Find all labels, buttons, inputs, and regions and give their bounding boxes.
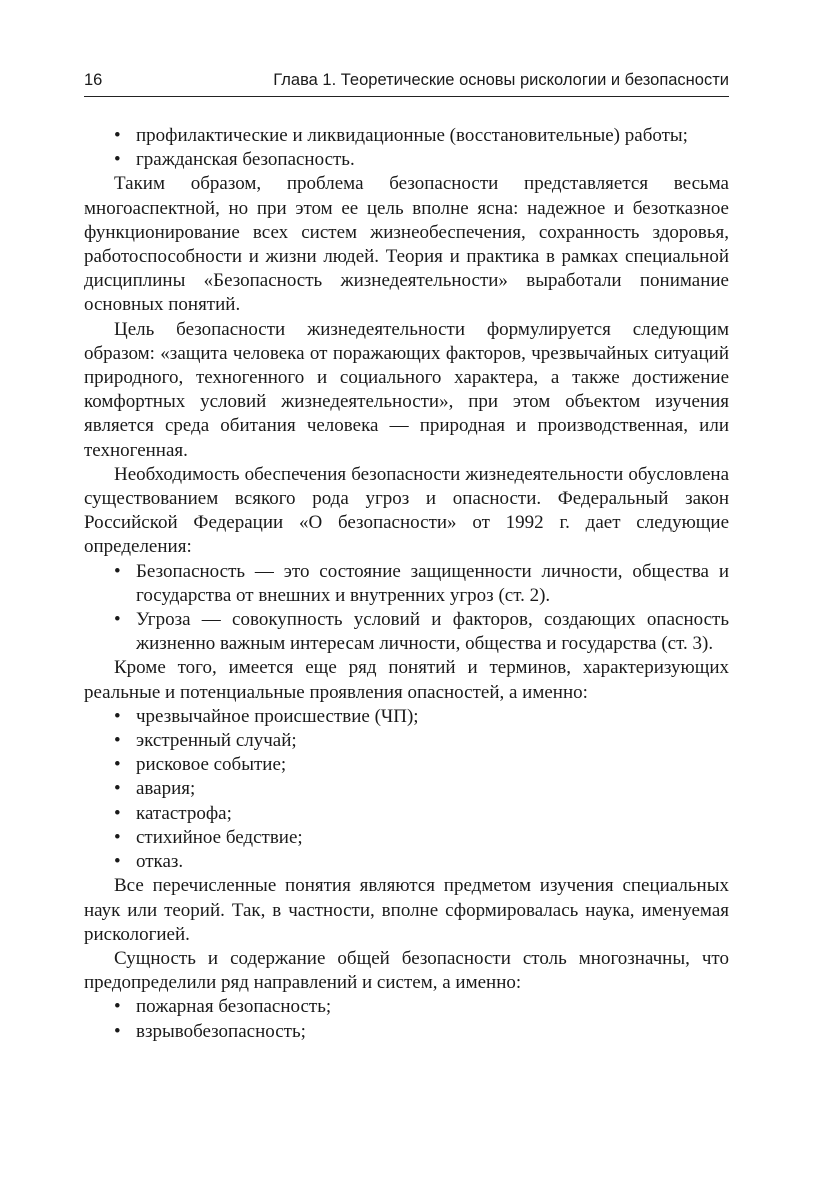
- list-item: • катастрофа;: [84, 802, 729, 826]
- bullet: •: [114, 826, 121, 848]
- list-item: • стихийное бедствие;: [84, 826, 729, 850]
- bullet: •: [114, 1020, 121, 1042]
- chapter-title: Глава 1. Теоретические основы рискологии и безопасности: [273, 71, 729, 89]
- bullet-list-3: [84, 705, 729, 874]
- list-item: • профилактические и ликвидационные (восстановительные) работы;: [84, 124, 729, 148]
- list-item: • гражданская безопасность.: [84, 148, 729, 172]
- list-item: • рисковое событие;: [84, 753, 729, 777]
- list-item: • взрывобезопасность;: [84, 1020, 729, 1044]
- list-item: • пожарная безопасность;: [84, 995, 729, 1019]
- bullet-list-4: [84, 995, 729, 1043]
- bullet-list-1: [84, 124, 729, 172]
- bullet: •: [114, 560, 121, 582]
- bullet-list-2: [84, 560, 729, 657]
- list-item: • чрезвычайное происшествие (ЧП);: [84, 705, 729, 729]
- bullet: •: [114, 754, 121, 776]
- paragraph: Необходимость обеспечения безопасности жизнедеятельности обусловлена существованием всякого рода угроз и опасности. Федеральный закон Российской Федерации «О безопасности» от 1992 г. дает следующие определения:: [84, 463, 729, 558]
- list-item: • Безопасность — это состояние защищенности личности, общества и государства от внешних и внутренних угроз (ст. 2).: [114, 560, 729, 606]
- bullet: •: [114, 125, 121, 146]
- list-item: • Угроза — совокупность условий и факторов, создающих опасность жизненно важным интересам личности, общества и государства (ст. 3).: [114, 609, 729, 655]
- bullet: •: [114, 149, 121, 171]
- bullet: •: [114, 730, 121, 752]
- list-item: • отказ.: [84, 850, 729, 874]
- bullet: •: [114, 705, 121, 727]
- paragraph: Кроме того, имеется еще ряд понятий и терминов, характеризующих реальные и потенциальные проявления опасностей, а именно:: [84, 657, 729, 703]
- list-item: • авария;: [84, 777, 729, 801]
- paragraph: Цель безопасности жизнедеятельности формулируется следующим образом: «защита человека от поражающих факторов, чрезвычайных ситуаций природного, техногенного и социального характера, а также достижение комфортных условий жизнедеятельности», при этом объектом изучения является среда обитания человека — природная и производственная, или техногенная.: [84, 318, 729, 461]
- bullet: •: [114, 851, 121, 873]
- paragraph: Таким образом, проблема безопасности представляется весьма многоаспектной, но при этом ее цель вполне ясна: надежное и безотказное функционирование всех систем жизнеобеспечения, сохранность здоровья, работоспособности и жизни людей. Теория и практика в рамках специальной дисциплины «Безопасность жизнедеятельности» выработали понимание основных понятий.: [84, 173, 729, 316]
- list-item: • экстренный случай;: [84, 729, 729, 753]
- bullet: •: [114, 609, 121, 631]
- paragraph: Все перечисленные понятия являются предметом изучения специальных наук или теорий. Так, в частности, вполне сформировалась наука, именуемая рискологией.: [84, 875, 729, 945]
- paragraph: Сущность и содержание общей безопасности столь многозначны, что предопределили ряд направлений и систем, а именно:: [84, 947, 729, 994]
- body-text: [84, 124, 729, 1044]
- bullet: •: [114, 778, 121, 800]
- page-number: 16: [84, 71, 103, 89]
- running-header: [84, 68, 729, 97]
- bullet: •: [114, 802, 121, 824]
- bullet: •: [114, 996, 121, 1018]
